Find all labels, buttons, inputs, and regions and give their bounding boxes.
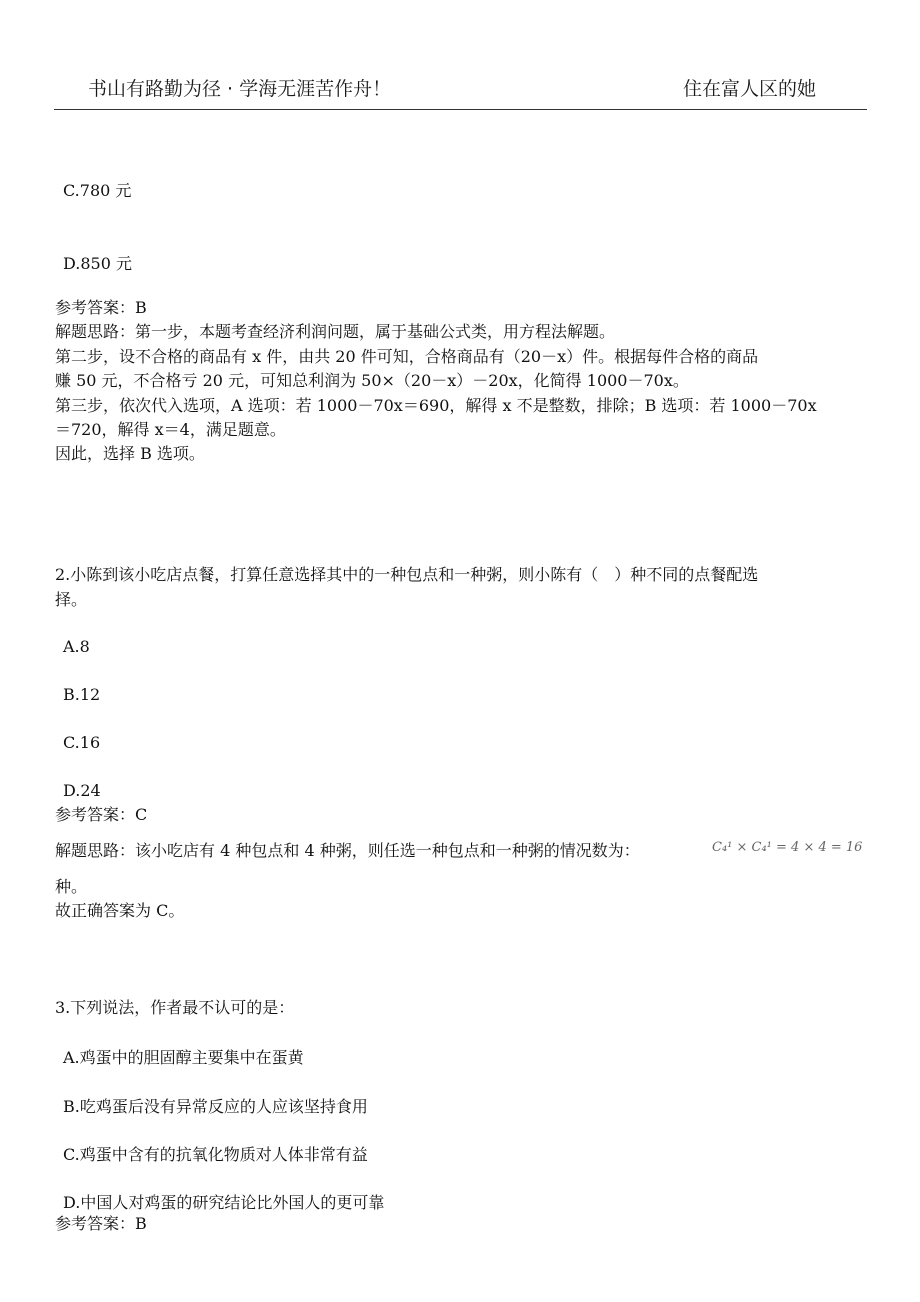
header-divider — [54, 109, 867, 110]
q2-option-b: B.12 — [63, 685, 101, 704]
q2-stem: 2.小陈到该小吃店点餐，打算任意选择其中的一种包点和一种粥，则小陈有（ ）种不同的点餐配选 — [55, 565, 759, 584]
q3-option-c: C.鸡蛋中含有的抗氧化物质对人体非常有益 — [63, 1145, 368, 1164]
q2-explanation-line: 故正确答案为 C。 — [55, 901, 185, 920]
q1-option-d: D.850 元 — [63, 254, 132, 273]
q1-option-c: C.780 元 — [63, 181, 132, 200]
q1-answer: 参考答案：B — [55, 298, 147, 317]
q2-formula: C₄¹ × C₄¹ = 4 × 4 = 16 — [712, 840, 863, 855]
q2-option-d: D.24 — [63, 781, 101, 800]
q2-explanation-line: 种。 — [55, 877, 88, 896]
q3-answer: 参考答案：B — [55, 1214, 147, 1233]
q3-option-d: D.中国人对鸡蛋的研究结论比外国人的更可靠 — [63, 1193, 385, 1212]
q1-explanation-line: ＝720，解得 x＝4，满足题意。 — [55, 420, 286, 439]
q1-explanation-line: 因此，选择 B 选项。 — [55, 444, 205, 463]
q1-explanation-line: 赚 50 元，不合格亏 20 元，可知总利润为 50×（20－x）－20x，化简得 1000－70x。 — [55, 371, 689, 390]
header-motto: 书山有路勤为径 · 学海无涯苦作舟！ — [88, 78, 392, 100]
q2-stem-continued: 择。 — [55, 590, 88, 609]
header-site-name: 住在富人区的她 — [683, 78, 817, 100]
q1-explanation-line: 解题思路：第一步，本题考查经济利润问题，属于基础公式类，用方程法解题。 — [55, 322, 616, 341]
q1-explanation-line: 第三步，依次代入选项，A 选项：若 1000－70x＝690，解得 x 不是整数，排除；B 选项：若 1000－70x — [55, 396, 817, 415]
q3-option-a: A.鸡蛋中的胆固醇主要集中在蛋黄 — [63, 1048, 304, 1067]
q3-option-b: B.吃鸡蛋后没有异常反应的人应该坚持食用 — [63, 1097, 368, 1116]
q2-answer: 参考答案：C — [55, 805, 148, 824]
q3-stem: 3.下列说法，作者最不认可的是： — [55, 998, 295, 1017]
q2-option-a: A.8 — [63, 637, 90, 656]
q2-option-c: C.16 — [63, 733, 101, 752]
q1-explanation-line: 第二步，设不合格的商品有 x 件，由共 20 件可知，合格商品有（20－x）件。根据每件合格的商品 — [55, 347, 759, 366]
q2-explanation-line: 解题思路：该小吃店有 4 种包点和 4 种粥，则任选一种包点和一种粥的情况数为： — [55, 841, 640, 860]
